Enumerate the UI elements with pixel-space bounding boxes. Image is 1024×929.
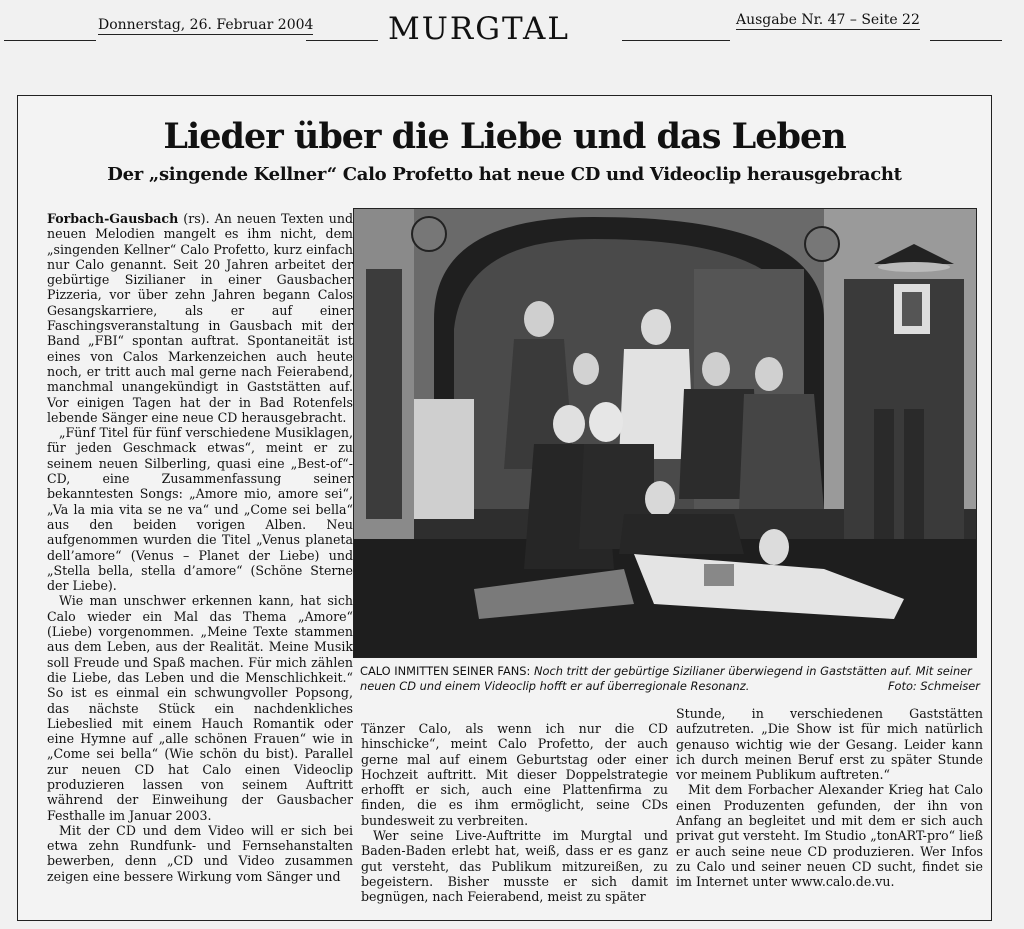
masthead-rule-mid-right — [622, 40, 730, 41]
issue-page: Ausgabe Nr. 47 – Seite 22 — [736, 12, 920, 28]
article-box — [17, 95, 992, 921]
masthead-rule-left — [4, 40, 96, 41]
article-subheadline: Der „singende Kellner“ Calo Profetto hat neue CD und Videoclip herausgebracht — [107, 164, 902, 185]
text-column-3 — [676, 706, 983, 890]
paragraph: Wie man unschwer erkennen kann, hat sich Calo wieder ein Mal das Thema „Amore“ (Liebe) vorgenommen. „Meine Texte stammen aus dem Leben, aus der Realität. Meine Musik soll Freude und Spaß machen. Für mich zählen die Liebe, das Leben und die Menschlichkeit.“ So ist es einmal ein schwungvoller Popsong, das nächste Stück ein nachdenkliches Liebeslied mit einem Hauch Romantik oder eine Hymne auf „alle schönen Frauen“ wie in „Come sei bella“ (Wie schön du bist). Parallel zur neuen CD hat Calo einen Videoclip produzieren lassen von seinem Auftritt während der Einweihung der Gausbacher Festhalle im Januar 2003. — [47, 593, 353, 823]
section-title: MURGTAL — [388, 11, 570, 47]
caption-lead: CALO INMITTEN SEINER FANS: — [360, 664, 531, 678]
paragraph: „Fünf Titel für fünf verschiedene Musiklagen, für jeden Geschmack etwas“, meint er zu seinem neuen Silberling, quasi eine „Best-of“-CD, eine Zusammenfassung seiner bekanntesten Songs: „Amore mio, amore sei“, „Va la mia vita se ne va“ und „Come sei bella“ aus den beiden vorigen Alben. Neu aufgenommen wurden die Titel „Venus planeta dell’amore“ (Venus – Planet der Liebe) und „Stella bella, stella d’amore“ (Schöne Sterne der Liebe). — [47, 425, 353, 594]
paragraph: Forbach-Gausbach (rs). An neuen Texten und neuen Melodien mangelt es ihm nicht, dem „singenden Kellner“ Calo Profetto, kurz einfach nur Calo genannt. Seit 20 Jahren arbeitet der gebürtige Sizilianer in einer Gausbacher Pizzeria, vor über zehn Jahren begann Calos Gesangskarriere, als er auf einer Faschingsveranstaltung in Gausbach mit der Band „FBI“ spontan auftrat. Spontaneität ist eines von Calos Markenzeichen auch heute noch, er tritt auch mal gerne nach Feierabend, manchmal unangekündigt in Gaststätten auf. Vor einigen Tagen hat der in Bad Rotenfels lebende Sänger eine neue CD herausgebracht. — [47, 211, 354, 425]
paragraph: Stunde, in verschiedenen Gaststätten aufzutreten. „Die Show ist für mich natürlich genauso wichtig wie der Gesang. Leider kann ich durch meinen Beruf erst zu später Stunde vor meinem Publikum auftreten.“ — [676, 706, 983, 783]
byline: (rs). — [178, 211, 215, 226]
photo-credit: Foto: Schmeiser — [887, 679, 980, 693]
paragraph: Tänzer Calo, als wenn ich nur die CD hinschicke“, meint Calo Profetto, der auch gerne mal auf einem Geburtstag oder einer Hochzeit auftritt. Mit dieser Doppelstrategie erhofft er sich, auch eine Plattenfirma zu finden, die es ihm ermöglicht, seine CDs bundesweit zu verbreiten. — [361, 721, 668, 828]
paragraph: Wer seine Live-Auftritte im Murgtal und Baden-Baden erlebt hat, weiß, dass er es ganz gut versteht, das Publikum mitzureißen, zu begeistern. Bisher musste er sich damit begnügen, nach Feierabend, meist zu später — [361, 828, 668, 905]
masthead — [0, 0, 1024, 60]
masthead-rule-right — [930, 40, 1002, 41]
photo-group-of-fans — [354, 209, 976, 657]
article-photo — [353, 208, 977, 658]
paragraph: Mit dem Forbacher Alexander Krieg hat Calo einen Produzenten gefunden, der ihn von Anfang an begleitet und mit dem er sich auch privat gut versteht. Im Studio „tonART-pro“ ließ er auch seine neue CD produzieren. Wer Infos zu Calo und seiner neuen CD sucht, findet sie im Internet unter www.calo.de.vu. — [676, 782, 983, 890]
dateline: Forbach-Gausbach — [47, 211, 179, 226]
issue-date: Donnerstag, 26. Februar 2004 — [98, 17, 314, 33]
text-column-2 — [361, 721, 668, 905]
caption-text: Noch tritt der gebürtige Sizilianer überwiegend in Gaststätten auf. Mit seiner neuen CD und einem Videoclip hofft er auf überregionale Resonanz. — [360, 664, 972, 693]
masthead-rule-mid-left — [306, 40, 378, 41]
article-headline: Lieder über die Liebe und das Leben — [163, 116, 846, 157]
text-column-1 — [47, 211, 353, 884]
photo-caption — [360, 664, 980, 694]
paragraph: Mit der CD und dem Video will er sich bei etwa zehn Rundfunk- und Fernsehanstalten bewerben, denn „CD und Video zusammen zeigen eine bessere Wirkung vom Sänger und — [47, 822, 353, 884]
